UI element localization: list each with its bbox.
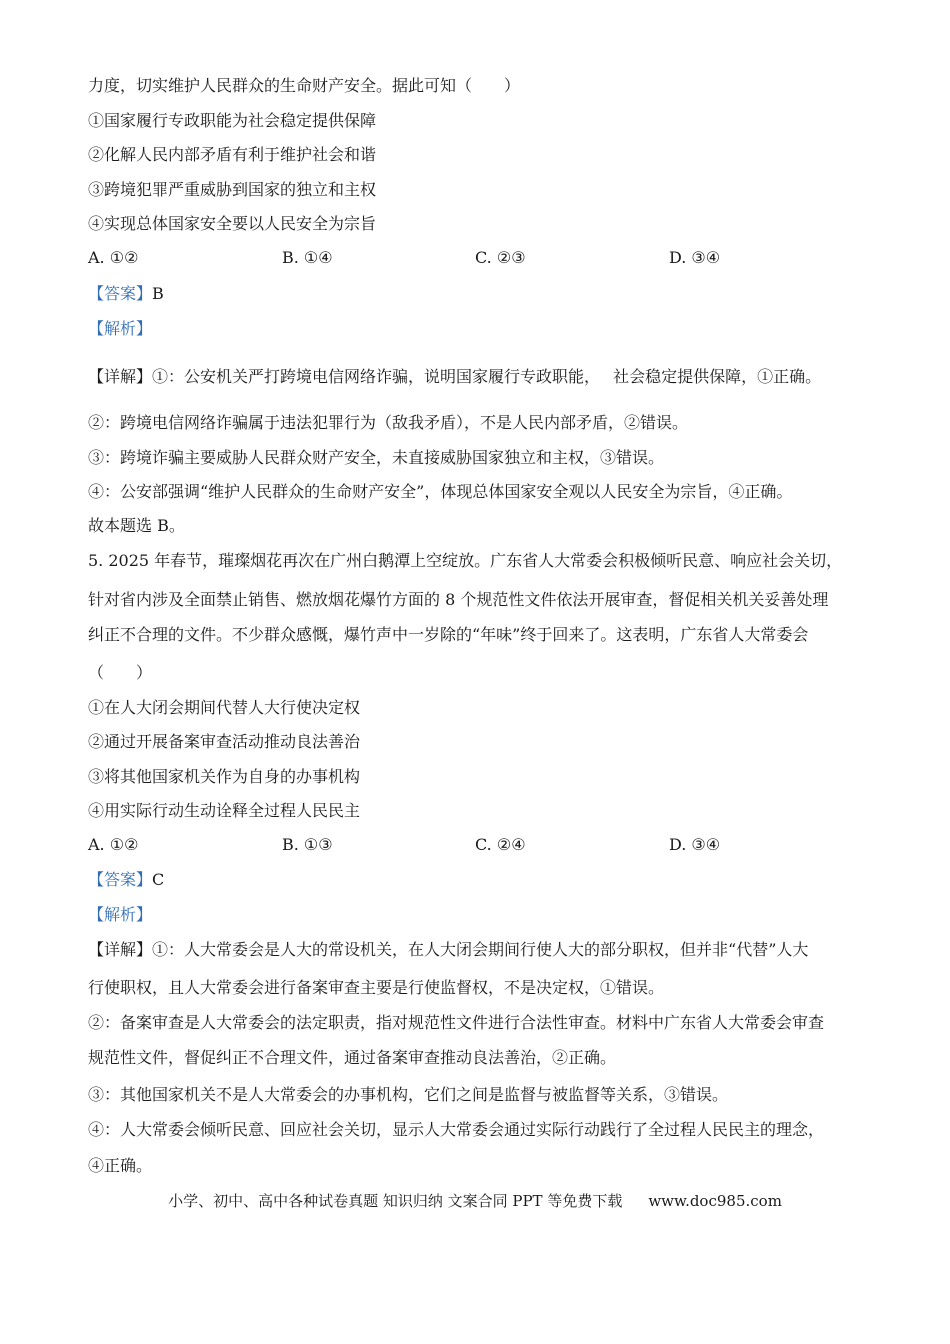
footer-url[interactable]: www.doc985.com — [648, 1192, 782, 1210]
footer-text: 小学、初中、高中各种试卷真题 知识归纳 文案合同 PPT 等免费下载 — [168, 1192, 623, 1210]
q5-detail-4: 规范性文件，督促纠正不合理文件，通过备案审查推动良法善治，②正确。 — [88, 1048, 617, 1067]
q4-option-a: A. ①② — [88, 248, 139, 267]
q4-detail-3: ③：跨境诈骗主要威胁人民群众财产安全，未直接威胁国家独立和主权，③错误。 — [88, 448, 665, 467]
q5-option-d: D. ③④ — [669, 835, 721, 854]
q5-stem-4: （ ） — [88, 663, 153, 682]
q4-statement-2: ②化解人民内部矛盾有利于维护社会和谐 — [88, 145, 377, 164]
q5-option-a: A. ①② — [88, 835, 139, 854]
q5-stem-1: 5. 2025 年春节，璀璨烟花再次在广州白鹅潭上空绽放。广东省人大常委会积极倾听民意、响应社会关切， — [88, 551, 843, 570]
q5-detail-7: ④正确。 — [88, 1156, 153, 1175]
q4-statement-1: ①国家履行专政职能为社会稳定提供保障 — [88, 111, 377, 130]
q4-detail-1 — [88, 366, 868, 388]
q4-detail-text-1: ①：公安机关严打跨境电信网络诈骗，说明国家履行专政职能， 社会稳定提供保障，①正确。 — [152, 367, 822, 386]
q5-stem-2: 针对省内涉及全面禁止销售、燃放烟花爆竹方面的 8 个规范性文件依法开展审查，督促相关机关妥善处理 — [88, 590, 829, 609]
q5-detail-5: ③：其他国家机关不是人大常委会的办事机构，它们之间是监督与被监督等关系，③错误。 — [88, 1085, 729, 1104]
q5-detail-3: ②：备案审查是人大常委会的法定职责，指对规范性文件进行合法性审查。材料中广东省人大常委会审查 — [88, 1013, 825, 1032]
q4-detail-2: ②：跨境电信网络诈骗属于违法犯罪行为（敌我矛盾），不是人民内部矛盾，②错误。 — [88, 413, 689, 432]
q5-stem-3: 纠正不合理的文件。不少群众感慨，爆竹声中一岁除的“年味”终于回来了。这表明，广东省人大常委会 — [88, 625, 809, 644]
q4-answer — [88, 283, 868, 305]
q5-analysis-tag: 【解析】 — [88, 905, 153, 924]
q4-analysis-tag: 【解析】 — [88, 319, 153, 338]
q5-statement-3: ③将其他国家机关作为自身的办事机构 — [88, 767, 361, 786]
q5-detail-6: ④：人大常委会倾听民意、回应社会关切，显示人大常委会通过实际行动践行了全过程人民民主的理念， — [88, 1120, 825, 1139]
q4-option-d: D. ③④ — [669, 248, 721, 267]
q4-answer-value: B — [152, 284, 164, 303]
q5-detail-1 — [88, 939, 868, 961]
q5-detail-tag: 【详解】 — [88, 940, 153, 959]
q4-statement-3: ③跨境犯罪严重威胁到国家的独立和主权 — [88, 180, 377, 199]
q5-option-c: C. ②④ — [475, 835, 526, 854]
q5-statement-1: ①在人大闭会期间代替人大行使决定权 — [88, 698, 361, 717]
page-footer — [0, 1190, 950, 1212]
q4-option-b: B. ①④ — [282, 248, 333, 267]
q4-detail-tag: 【详解】 — [88, 367, 153, 386]
q5-detail-2: 行使职权，且人大常委会进行备案审查主要是行使监督权，不是决定权，①错误。 — [88, 978, 665, 997]
q4-stem-tail: 力度，切实维护人民群众的生命财产安全。据此可知（ ） — [88, 76, 521, 95]
q5-analysis — [88, 904, 868, 926]
q4-options — [88, 247, 868, 269]
q4-option-c: C. ②③ — [475, 248, 526, 267]
q4-analysis — [88, 318, 868, 340]
q5-options — [88, 834, 868, 856]
q5-answer-value: C — [152, 870, 165, 889]
q5-option-b: B. ①③ — [282, 835, 333, 854]
q5-statement-2: ②通过开展备案审查活动推动良法善治 — [88, 732, 361, 751]
q5-detail-text-1: ①：人大常委会是人大的常设机关，在人大闭会期间行使人大的部分职权，但并非“代替”人大 — [152, 940, 809, 959]
q4-conclusion: 故本题选 B。 — [88, 516, 185, 535]
q5-answer-tag: 【答案】 — [88, 870, 153, 889]
q4-statement-4: ④实现总体国家安全要以人民安全为宗旨 — [88, 214, 377, 233]
q5-answer — [88, 869, 868, 891]
q4-answer-tag: 【答案】 — [88, 284, 153, 303]
q4-detail-4: ④：公安部强调“维护人民群众的生命财产安全”，体现总体国家安全观以人民安全为宗旨，④正确。 — [88, 482, 793, 501]
q5-statement-4: ④用实际行动生动诠释全过程人民民主 — [88, 801, 361, 820]
